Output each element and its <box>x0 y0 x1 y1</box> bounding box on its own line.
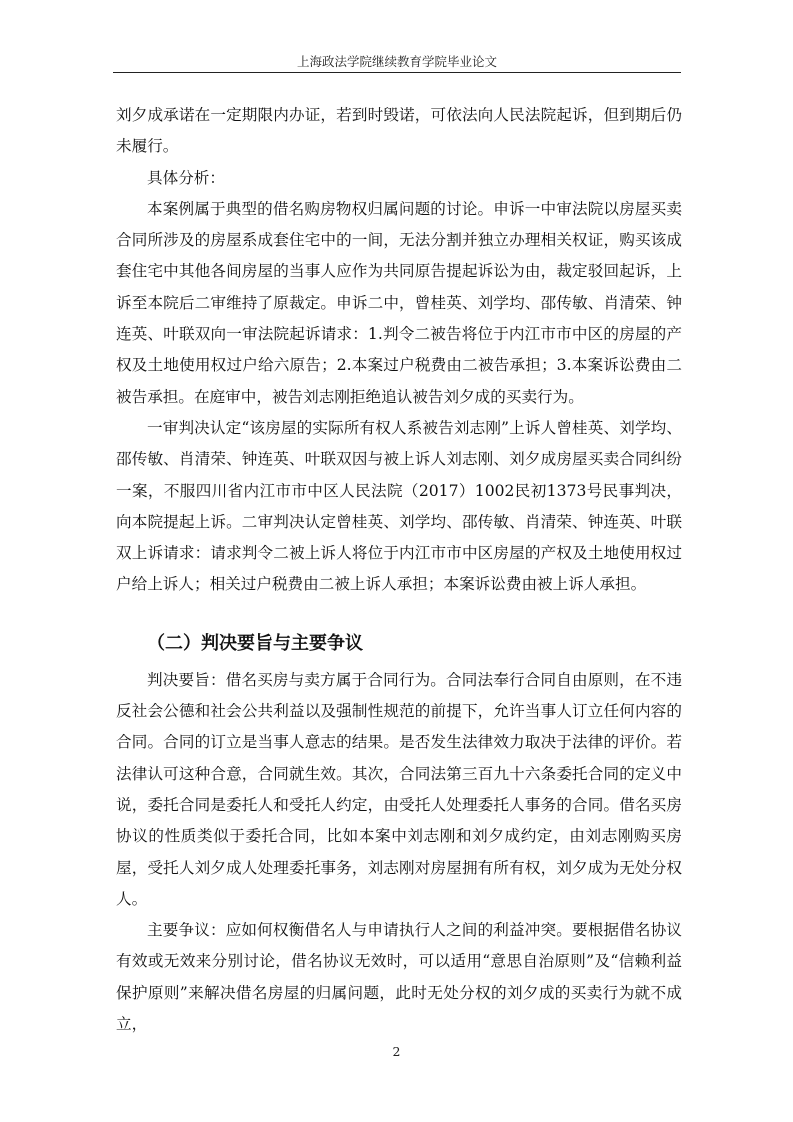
body-text-after <box>116 665 682 1041</box>
header-rule <box>113 72 681 73</box>
paragraph: 一审判决认定“该房屋的实际所有权人系被告刘志刚”上诉人曾桂英、刘学均、邵传敏、肖清荣、钟连英、叶联双因与被上诉人刘志刚、刘夕成房屋买卖合同纠纷一案，不服四川省内江市市中区人民法院（2017）1002民初1373号民事判决，向本院提起上诉。二审判决认定曾桂英、刘学均、邵传敏、肖清荣、钟连英、叶联双上诉请求：请求判令二被上诉人将位于内江市市中区房屋的产权及土地使用权过户给上诉人；相关过户税费由二被上诉人承担；本案诉讼费由被上诉人承担。 <box>116 418 682 594</box>
page-header: 上海政法学院继续教育学院毕业论文 <box>296 54 497 69</box>
body-text-before <box>116 100 682 601</box>
paragraph: 判决要旨：借名买房与卖方属于合同行为。合同法奉行合同自由原则，在不违反社会公德和社会公共利益以及强制性规范的前提下，允许当事人订立任何内容的合同。合同的订立是当事人意志的结果。是否发生法律效力取决于法律的评价。若法律认可这种合意，合同就生效。其次，合同法第三百九十六条委托合同的定义中说，委托合同是委托人和受托人约定，由受托人处理委托人事务的合同。借名买房协议的性质类似于委托合同，比如本案中刘志刚和刘夕成约定，由刘志刚购买房屋，受托人刘夕成人处理委托事务，刘志刚对房屋拥有所有权，刘夕成为无处分权人。 <box>116 670 682 908</box>
page-body <box>116 100 682 1040</box>
paragraph: 主要争议：应如何权衡借名人与申请执行人之间的利益冲突。要根据借名协议有效或无效来分别讨论，借名协议无效时，可以适用“意思自治原则”及“信赖利益保护原则”来解决借名房屋的归属问题，此时无处分权的刘夕成的买卖行为就不成立， <box>116 921 682 1034</box>
paragraph: 具体分析： <box>147 168 225 187</box>
paragraph: 刘夕成承诺在一定期限内办证，若到时毁诺，可依法向人民法院起诉，但到期后仍未履行。 <box>116 106 682 156</box>
page-number: 2 <box>392 1044 401 1059</box>
section-heading: （二）判决要旨与主要争议 <box>147 632 363 654</box>
paragraph: 本案例属于典型的借名购房物权归属问题的讨论。申诉一中审法院以房屋买卖合同所涉及的房屋系成套住宅中的一间，无法分割并独立办理相关权证，购买该成套住宅中其他各间房屋的当事人应作为共同原告提起诉讼为由，裁定驳回起诉，上诉至本院后二审维持了原裁定。申诉二中，曾桂英、刘学均、邵传敏、肖清荣、钟连英、叶联双向一审法院起诉请求：1.判令二被告将位于内江市市中区的房屋的产权及土地使用权过户给六原告；2.本案过户税费由二被告承担；3.本案诉讼费由二被告承担。在庭审中，被告刘志刚拒绝追认被告刘夕成的买卖行为。 <box>116 199 682 406</box>
